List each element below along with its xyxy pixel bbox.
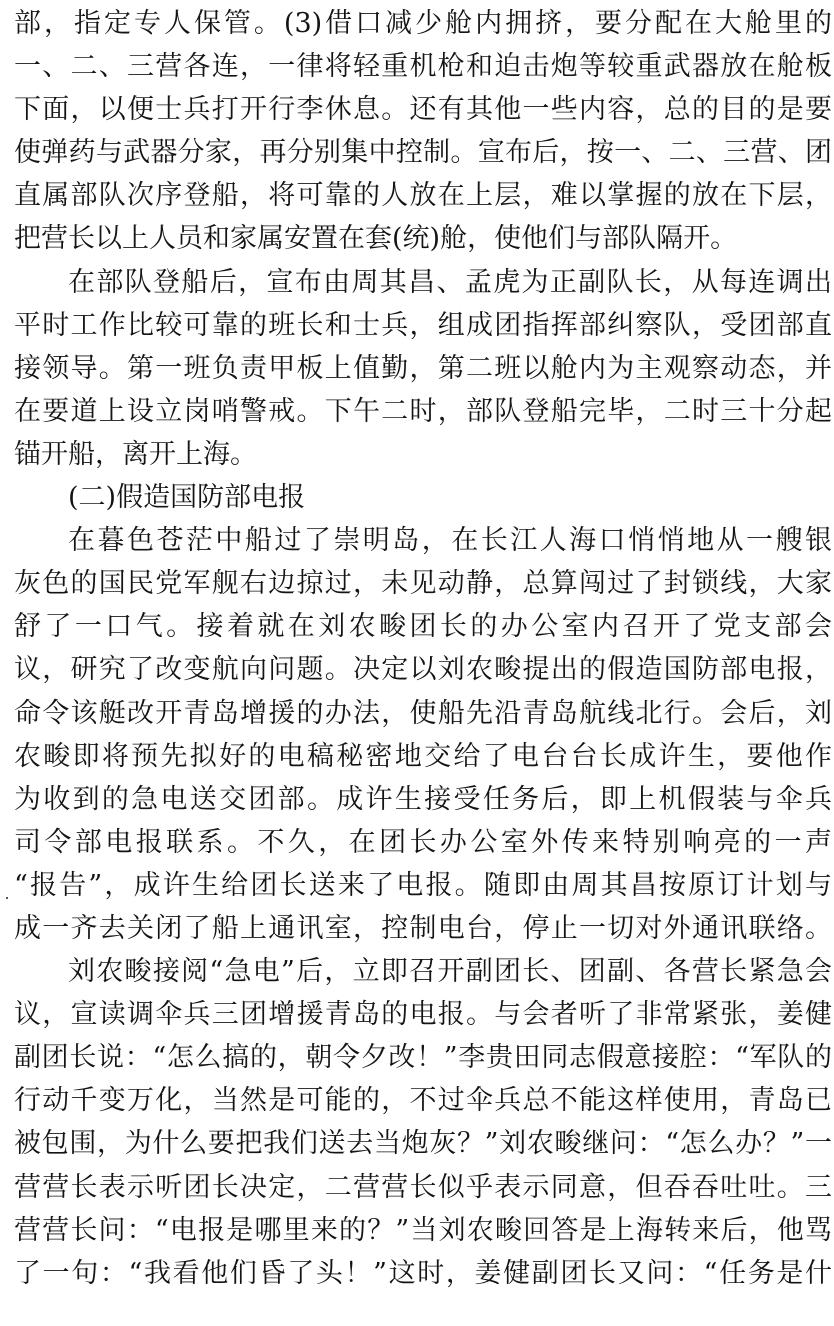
text-line: 成一齐去关闭了船上通讯室，控制电台，停止一切对外通讯联络。	[14, 912, 832, 944]
text-line: “报告”，成许生给团长送来了电报。随即由周其昌按原订计划与	[14, 869, 832, 901]
text-line: 直属部队次序登船，将可靠的人放在上层，难以掌握的放在下层，	[14, 180, 832, 212]
text-line: 议，研究了改变航向问题。决定以刘农畯提出的假造国防部电报，	[14, 654, 832, 686]
text-line: 部，指定专人保管。(3)借口减少舱内拥挤，要分配在大舱里的	[14, 8, 832, 39]
text-line: 把营长以上人员和家属安置在套(统)舱，使他们与部队隔开。	[14, 223, 738, 255]
section-heading: (二)假造国防部电报	[68, 482, 306, 514]
text-line: 舒了一口气。接着就在刘农畯团长的办公室内召开了党支部会	[14, 611, 832, 643]
text-line: 在要道上设立岗哨警戒。下午二时，部队登船完毕，二时三十分起	[14, 395, 832, 427]
text-line: 锚开船，离开上海。	[14, 438, 257, 470]
text-line: 灰色的国民党军舰右边掠过，未见动静，总算闯过了封锁线，大家	[14, 568, 832, 600]
text-line: 行动千变万化，当然是可能的，不过伞兵总不能这样使用，青岛已	[14, 1085, 832, 1117]
text-line: 了一句：“我看他们昏了头！”这时，姜健副团长又问：“任务是什	[14, 1257, 832, 1289]
text-line: 下面，以便士兵打开行李休息。还有其他一些内容，总的目的是要	[14, 94, 832, 126]
text-line: 刘农畯接阅“急电”后，立即召开副团长、团副、各营长紧急会	[68, 956, 832, 988]
text-line: 为收到的急电送交团部。成许生接受任务后，即上机假装与伞兵	[14, 783, 832, 815]
text-line: 在暮色苍茫中船过了崇明岛，在长江人海口悄悄地从一艘银	[68, 525, 832, 557]
text-line: 平时工作比较可靠的班长和士兵，组成团指挥部纠察队，受团部直	[14, 309, 832, 341]
text-line: 被包围，为什么要把我们送去当炮灰？”刘农畯继问：“怎么办？”一	[14, 1128, 832, 1160]
text-line: 一、二、三营各连，一律将轻重机枪和迫击炮等较重武器放在舱板	[14, 51, 832, 83]
text-line: 司令部电报联系。不久，在团长办公室外传来特别响亮的一声	[14, 826, 832, 858]
text-line: 营营长问：“电报是哪里来的？”当刘农畯回答是上海转来后，他骂	[14, 1214, 832, 1246]
text-line: 在部队登船后，宣布由周其昌、孟虎为正副队长，从每连调出	[68, 266, 832, 298]
text-line: 接领导。第一班负责甲板上值勤，第二班以舱内为主观察动态，并	[14, 352, 832, 384]
scan-speck	[6, 897, 8, 899]
text-line: 副团长说：“怎么搞的，朝令夕改！”李贵田同志假意接腔：“军队的	[14, 1042, 832, 1074]
document-page	[14, 2, 832, 1295]
text-line: 议，宣读调伞兵三团增援青岛的电报。与会者听了非常紧张，姜健	[14, 999, 832, 1031]
text-line: 使弹药与武器分家，再分别集中控制。宣布后，按一、二、三营、团	[14, 137, 832, 169]
text-line: 营营长表示听团长决定，二营营长似乎表示同意，但吞吞吐吐。三	[14, 1171, 832, 1203]
text-line: 农畯即将预先拟好的电稿秘密地交给了电台台长成许生，要他作	[14, 740, 832, 772]
text-line: 命令该艇改开青岛增援的办法，使船先沿青岛航线北行。会后，刘	[14, 697, 832, 729]
